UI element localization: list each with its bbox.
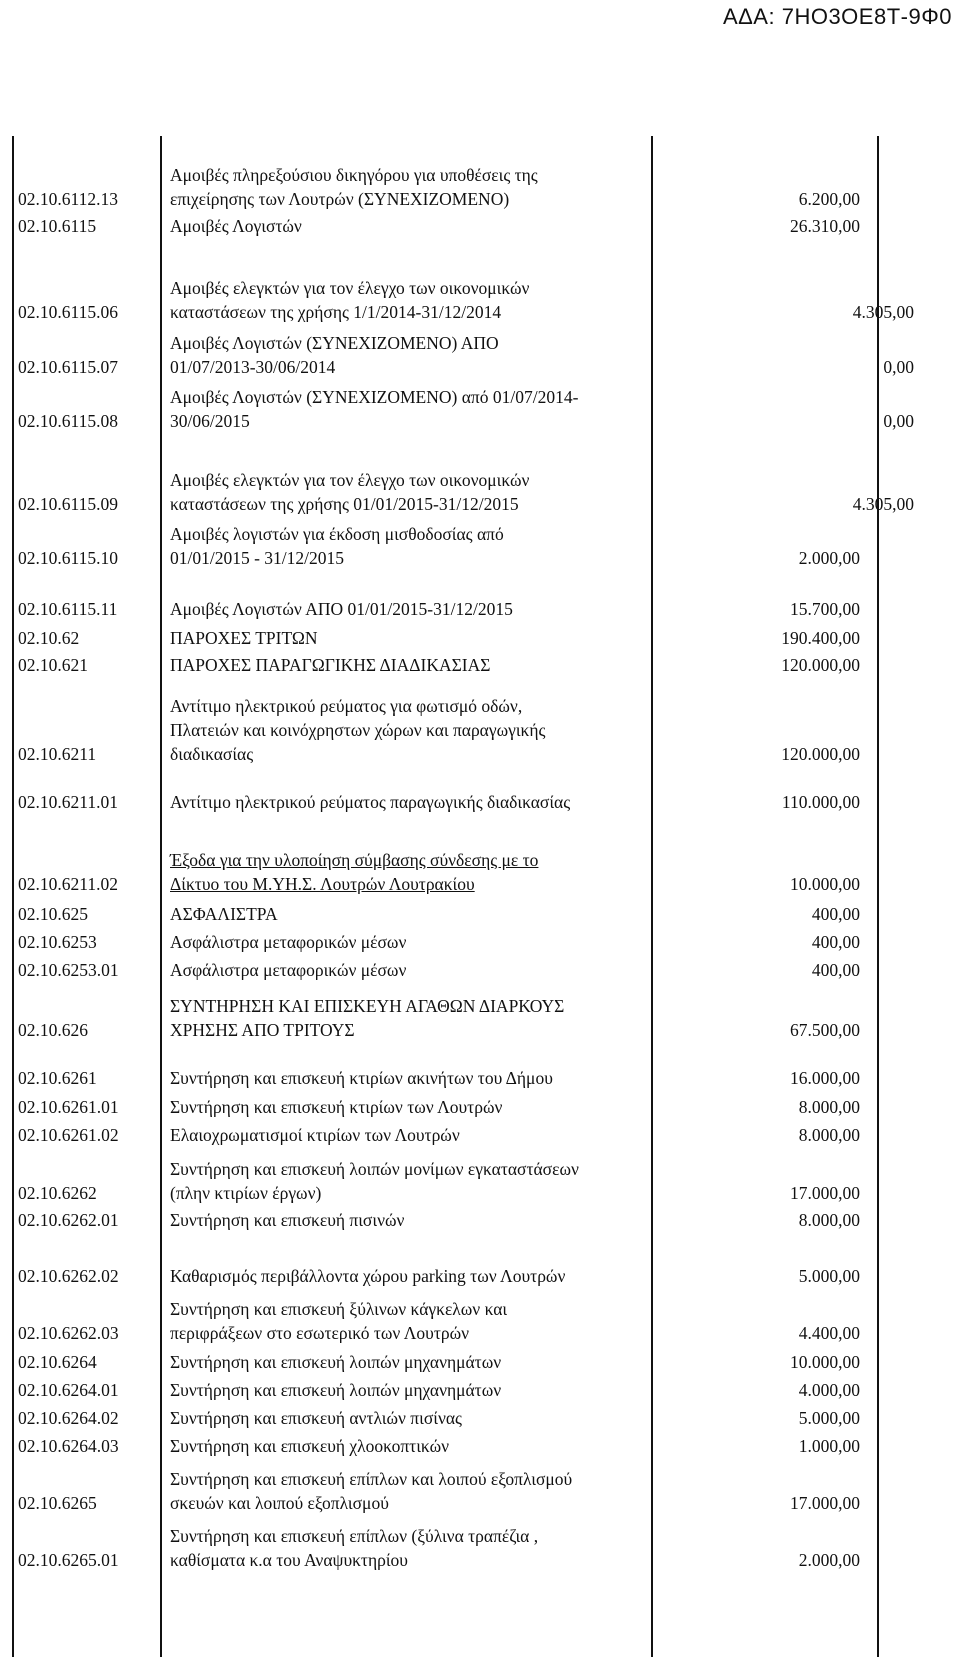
account-description: Έξοδα για την υλοποίηση σύμβασης σύνδεσης με το Δίκτυο του Μ.ΥΗ.Σ. Λουτρών Λουτρακίου	[170, 850, 539, 894]
account-description: Συντήρηση και επισκευή επίπλων (ξύλινα τραπέζια , καθίσματα κ.α του Αναψυκτηρίου	[170, 1526, 539, 1570]
account-description: ΑΣΦΑΛΙΣΤΡΑ	[170, 904, 278, 924]
account-description: Αμοιβές Λογιστών	[170, 216, 302, 236]
account-code: 02.10.6264.02	[18, 1408, 119, 1428]
table-row	[0, 1064, 960, 1090]
account-code: 02.10.6264.03	[18, 1436, 119, 1456]
account-code: 02.10.6262.01	[18, 1210, 119, 1230]
account-amount: 1.000,00	[798, 1436, 860, 1456]
table-row	[0, 212, 960, 238]
account-code: 02.10.6264	[18, 1352, 97, 1372]
account-description: Ελαιοχρωματισμοί κτιρίων των Λουτρών	[170, 1125, 460, 1145]
account-amount: 10.000,00	[790, 1352, 860, 1372]
table-row	[0, 843, 960, 896]
table-row	[0, 1404, 960, 1430]
account-code: 02.10.6112.13	[18, 189, 118, 209]
account-amount: 120.000,00	[781, 655, 860, 675]
account-code: 02.10.6262.03	[18, 1323, 119, 1343]
account-description: Αντίτιμο ηλεκτρικού ρεύματος για φωτισμό οδών, Πλατειών και κοινόχρηστων χώρων και παραγωγικής διαδικασίας	[170, 696, 546, 764]
account-code: 02.10.6261.01	[18, 1097, 119, 1117]
table-row	[0, 928, 960, 954]
account-description: Συντήρηση και επισκευή λοιπών μονίμων εγκαταστάσεων (πλην κτιρίων έργων)	[170, 1159, 579, 1203]
table-row	[0, 464, 960, 516]
table-row	[0, 1432, 960, 1458]
account-amount: 2.000,00	[798, 1550, 860, 1570]
account-code: 02.10.6262	[18, 1183, 97, 1203]
account-code: 02.10.6253	[18, 932, 97, 952]
table-row	[0, 326, 960, 379]
account-amount: 15.700,00	[790, 599, 860, 619]
account-description: Συντήρηση και επισκευή επίπλων και λοιπού εξοπλισμού σκευών και λοιπού εξοπλισμού	[170, 1469, 573, 1513]
account-code: 02.10.6264.01	[18, 1380, 119, 1400]
table-row	[0, 155, 960, 211]
account-amount: 2.000,00	[798, 548, 860, 568]
table-row	[0, 1151, 960, 1205]
account-amount: 16.000,00	[790, 1068, 860, 1088]
account-code: 02.10.6211.01	[18, 792, 118, 812]
table-row	[0, 624, 960, 650]
account-code: 02.10.6211.02	[18, 874, 118, 894]
account-description: Αμοιβές ελεγκτών για τον έλεγχο των οικονομικών καταστάσεων της χρήσης 1/1/2014-31/12/2014	[170, 278, 530, 322]
table-row	[0, 518, 960, 570]
account-amount: 10.000,00	[790, 874, 860, 894]
account-description: Αντίτιμο ηλεκτρικού ρεύματος παραγωγικής διαδικασίας	[170, 792, 571, 812]
account-description: Αμοιβές ελεγκτών για τον έλεγχο των οικονομικών καταστάσεων της χρήσης 01/01/2015-31/12/2015	[170, 470, 530, 514]
table-row	[0, 651, 960, 677]
account-description: Συντήρηση και επισκευή ξύλινων κάγκελων και περιφράξεων στο εσωτερικό των Λουτρών	[170, 1299, 508, 1343]
table-row	[0, 1348, 960, 1374]
account-amount: 4.305,00	[852, 302, 914, 322]
account-description: Αμοιβές Λογιστών (ΣΥΝΕΧΙΖΟΜΕΝΟ) ΑΠΟ 01/07/2013-30/06/2014	[170, 333, 499, 377]
account-code: 02.10.6115.09	[18, 494, 118, 514]
account-amount: 26.310,00	[790, 216, 860, 236]
table-row	[0, 1206, 960, 1232]
account-description: ΠΑΡΟΧΕΣ ΤΡΙΤΩΝ	[170, 628, 318, 648]
table-row	[0, 986, 960, 1042]
ada-stamp: ΑΔΑ: 7ΗΟ3ΟΕ8Τ-9Φ0	[722, 4, 952, 29]
account-amount: 6.200,00	[798, 189, 860, 209]
account-description: ΠΑΡΟΧΕΣ ΠΑΡΑΓΩΓΙΚΗΣ ΔΙΑΔΙΚΑΣΙΑΣ	[170, 655, 491, 675]
account-description: Συντήρηση και επισκευή λοιπών μηχανημάτων	[170, 1380, 502, 1400]
account-code: 02.10.626	[18, 1020, 88, 1040]
account-code: 02.10.6211	[18, 744, 97, 764]
table-row	[0, 1291, 960, 1345]
account-amount: 400,00	[811, 932, 860, 952]
account-amount: 4.000,00	[798, 1380, 860, 1400]
account-code: 02.10.6265	[18, 1493, 97, 1513]
table-row	[0, 268, 960, 324]
table-row	[0, 900, 960, 926]
account-amount: 110.000,00	[781, 792, 860, 812]
account-amount: 190.400,00	[781, 628, 860, 648]
table-row	[0, 1093, 960, 1119]
account-amount: 120.000,00	[781, 744, 860, 764]
account-description: Ασφάλιστρα μεταφορικών μέσων	[170, 960, 407, 980]
account-amount: 0,00	[883, 357, 914, 377]
account-code: 02.10.62	[18, 628, 80, 648]
account-description: Καθαρισμός περιβάλλοντα χώρου parking των Λουτρών	[170, 1266, 566, 1286]
account-amount: 67.500,00	[790, 1020, 860, 1040]
table-row	[0, 788, 960, 814]
table-row	[0, 1376, 960, 1402]
account-description: Αμοιβές λογιστών για έκδοση μισθοδοσίας από 01/01/2015 - 31/12/2015	[170, 524, 504, 568]
account-amount: 0,00	[883, 411, 914, 431]
account-amount: 17.000,00	[790, 1493, 860, 1513]
account-code: 02.10.625	[18, 904, 88, 924]
account-description: Συντήρηση και επισκευή κτιρίων ακινήτων του Δήμου	[170, 1068, 553, 1088]
account-code: 02.10.6115.11	[18, 599, 118, 619]
account-code: 02.10.6115	[18, 216, 97, 236]
account-description: Συντήρηση και επισκευή λοιπών μηχανημάτων	[170, 1352, 502, 1372]
account-description: Αμοιβές Λογιστών (ΣΥΝΕΧΙΖΟΜΕΝΟ) από 01/07/2014- 30/06/2015	[170, 387, 579, 431]
table-row	[0, 1262, 960, 1288]
table-row	[0, 595, 960, 621]
account-amount: 5.000,00	[798, 1266, 860, 1286]
account-amount: 400,00	[811, 960, 860, 980]
account-description: ΣΥΝΤΗΡΗΣΗ ΚΑΙ ΕΠΙΣΚΕΥΗ ΑΓΑΘΩΝ ΔΙΑΡΚΟΥΣ ΧΡΗΣΗΣ ΑΠΟ ΤΡΙΤΟΥΣ	[170, 996, 565, 1040]
account-description: Συντήρηση και επισκευή αντλιών πισίνας	[170, 1408, 462, 1428]
account-description: Συντήρηση και επισκευή πισινών	[170, 1210, 405, 1230]
account-code: 02.10.6115.10	[18, 548, 118, 568]
account-amount: 8.000,00	[798, 1125, 860, 1145]
account-code: 02.10.6261.02	[18, 1125, 119, 1145]
table-row	[0, 1462, 960, 1515]
account-amount: 4.305,00	[852, 494, 914, 514]
table-row	[0, 956, 960, 982]
account-code: 02.10.6265.01	[18, 1550, 119, 1570]
table-row	[0, 684, 960, 766]
account-amount: 8.000,00	[798, 1097, 860, 1117]
table-row	[0, 1518, 960, 1572]
account-amount: 8.000,00	[798, 1210, 860, 1230]
account-description: Ασφάλιστρα μεταφορικών μέσων	[170, 932, 407, 952]
table-row	[0, 1121, 960, 1147]
account-amount: 5.000,00	[798, 1408, 860, 1428]
account-code: 02.10.6261	[18, 1068, 97, 1088]
account-code: 02.10.6262.02	[18, 1266, 119, 1286]
account-description: Αμοιβές πληρεξούσιου δικηγόρου για υποθέσεις της επιχείρησης των Λουτρών (ΣΥΝΕΧΙΖΟΜΕΝΟ)	[170, 165, 538, 209]
account-code: 02.10.6253.01	[18, 960, 119, 980]
account-amount: 17.000,00	[790, 1183, 860, 1203]
account-code: 02.10.6115.07	[18, 357, 118, 377]
account-code: 02.10.6115.08	[18, 411, 118, 431]
account-description: Αμοιβές Λογιστών ΑΠΟ 01/01/2015-31/12/2015	[170, 599, 513, 619]
account-code: 02.10.621	[18, 655, 88, 675]
account-amount: 4.400,00	[798, 1323, 860, 1343]
account-amount: 400,00	[811, 904, 860, 924]
table-row	[0, 381, 960, 433]
account-description: Συντήρηση και επισκευή κτιρίων των Λουτρών	[170, 1097, 503, 1117]
account-code: 02.10.6115.06	[18, 302, 118, 322]
account-description: Συντήρηση και επισκευή χλοοκοπτικών	[170, 1436, 450, 1456]
